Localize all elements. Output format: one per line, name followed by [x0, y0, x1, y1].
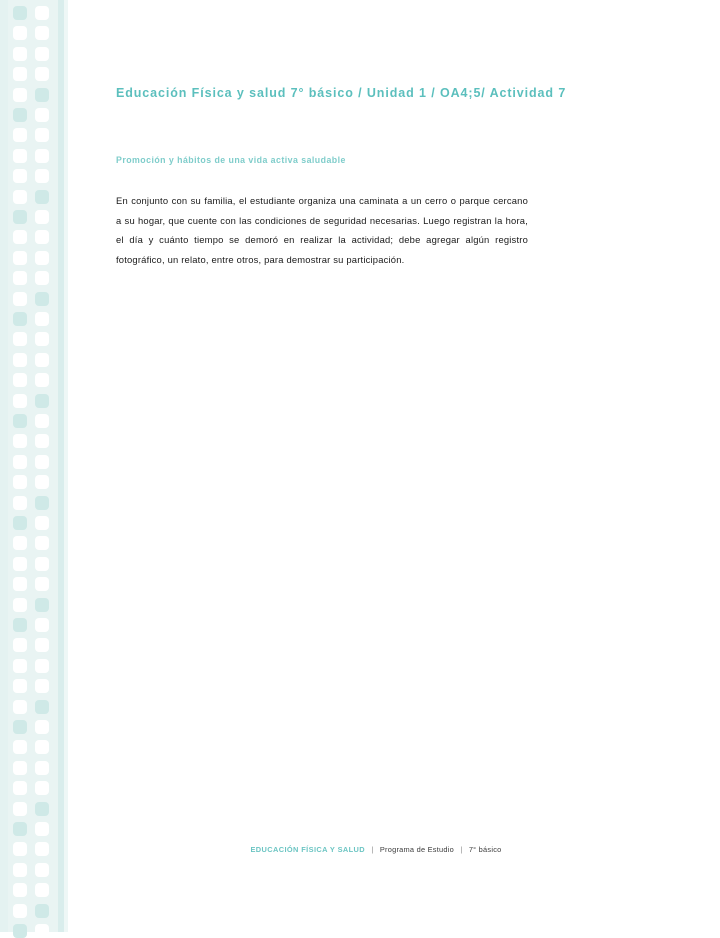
margin-dot	[35, 67, 49, 81]
margin-dot	[35, 251, 49, 265]
margin-dot	[35, 108, 49, 122]
margin-dot	[35, 679, 49, 693]
margin-dot	[35, 26, 49, 40]
margin-dot	[13, 842, 27, 856]
margin-dot	[13, 26, 27, 40]
margin-dot	[13, 883, 27, 897]
margin-dot	[35, 720, 49, 734]
page-title: Educación Física y salud 7° básico / Unidad 1 / OA4;5/ Actividad 7	[116, 86, 567, 100]
margin-dot	[35, 740, 49, 754]
margin-dot	[13, 434, 27, 448]
margin-dot	[13, 598, 27, 612]
margin-dot	[35, 292, 49, 306]
margin-dot	[13, 353, 27, 367]
footer-grade: 7° básico	[468, 845, 502, 854]
margin-dot	[35, 169, 49, 183]
margin-dot	[35, 883, 49, 897]
margin-dot	[13, 536, 27, 550]
margin-dot	[13, 720, 27, 734]
decorative-left-margin	[0, 0, 72, 932]
section-subtitle: Promoción y hábitos de una vida activa saludable	[116, 155, 346, 165]
margin-dot	[13, 373, 27, 387]
margin-dot	[13, 414, 27, 428]
margin-dot	[35, 496, 49, 510]
margin-dot	[35, 842, 49, 856]
margin-dot	[35, 210, 49, 224]
margin-dot	[13, 700, 27, 714]
margin-dot	[35, 434, 49, 448]
margin-dot	[13, 863, 27, 877]
footer-separator-2: |	[460, 845, 463, 854]
margin-dot	[13, 761, 27, 775]
margin-dot	[35, 638, 49, 652]
margin-dot	[13, 638, 27, 652]
margin-dot	[35, 455, 49, 469]
margin-dot	[13, 394, 27, 408]
margin-dot	[35, 598, 49, 612]
margin-dot	[35, 394, 49, 408]
margin-dot	[13, 802, 27, 816]
margin-dot	[13, 47, 27, 61]
margin-dot	[35, 700, 49, 714]
margin-dot	[35, 904, 49, 918]
margin-dot	[35, 822, 49, 836]
margin-dot	[13, 618, 27, 632]
margin-dot	[35, 149, 49, 163]
margin-dot	[35, 6, 49, 20]
margin-dot	[35, 536, 49, 550]
margin-dot	[13, 740, 27, 754]
margin-dot	[35, 475, 49, 489]
margin-dot	[13, 577, 27, 591]
margin-dot	[13, 332, 27, 346]
margin-dot	[35, 271, 49, 285]
margin-dot	[13, 128, 27, 142]
margin-dot	[13, 924, 27, 938]
margin-dot	[35, 88, 49, 102]
margin-dot	[13, 149, 27, 163]
margin-dot	[35, 332, 49, 346]
margin-dot	[13, 67, 27, 81]
margin-band-outer	[0, 0, 8, 932]
margin-dot	[13, 679, 27, 693]
margin-dot	[35, 577, 49, 591]
margin-dot	[13, 312, 27, 326]
margin-dot	[35, 516, 49, 530]
margin-dot	[35, 373, 49, 387]
page-content	[116, 0, 636, 932]
margin-dot	[13, 822, 27, 836]
footer-separator-1: |	[371, 845, 374, 854]
margin-dot	[13, 516, 27, 530]
margin-dot	[35, 47, 49, 61]
margin-dot	[35, 863, 49, 877]
margin-dot	[35, 618, 49, 632]
margin-dot	[13, 230, 27, 244]
margin-dot	[35, 802, 49, 816]
margin-dot	[13, 557, 27, 571]
margin-dot	[13, 904, 27, 918]
margin-dot	[13, 251, 27, 265]
margin-dot	[35, 353, 49, 367]
margin-dot	[35, 781, 49, 795]
margin-dot	[13, 475, 27, 489]
margin-dot	[13, 6, 27, 20]
margin-dot	[35, 659, 49, 673]
margin-dot	[13, 108, 27, 122]
margin-dot-grid	[8, 0, 58, 932]
margin-dot	[35, 414, 49, 428]
margin-band-inner	[64, 0, 68, 932]
activity-body-text: En conjunto con su familia, el estudiante organiza una caminata a un cerro o parque cercano a su hogar, que cuente con las condiciones de seguridad necesarias. Luego registran la hora, el día y cuánto tiempo se demoró en realizar la actividad; debe agregar algún registro fotográfico, un relato, entre otros, para demostrar su participación.	[116, 195, 528, 265]
margin-dot	[13, 659, 27, 673]
margin-dot	[35, 557, 49, 571]
margin-dot	[35, 230, 49, 244]
footer-brand: EDUCACIÓN FÍSICA Y SALUD	[250, 845, 366, 854]
margin-dot	[13, 455, 27, 469]
page-footer	[116, 845, 636, 854]
margin-dot	[35, 190, 49, 204]
margin-dot	[13, 88, 27, 102]
margin-dot	[13, 169, 27, 183]
margin-dot	[13, 190, 27, 204]
footer-program: Programa de Estudio	[379, 845, 455, 854]
margin-dot	[13, 292, 27, 306]
margin-dot	[13, 781, 27, 795]
margin-dot	[13, 271, 27, 285]
margin-dot	[35, 761, 49, 775]
margin-dot	[13, 210, 27, 224]
margin-dot	[35, 312, 49, 326]
margin-band-dotted	[8, 0, 58, 932]
margin-dot	[35, 128, 49, 142]
margin-dot	[35, 924, 49, 938]
margin-dot	[13, 496, 27, 510]
